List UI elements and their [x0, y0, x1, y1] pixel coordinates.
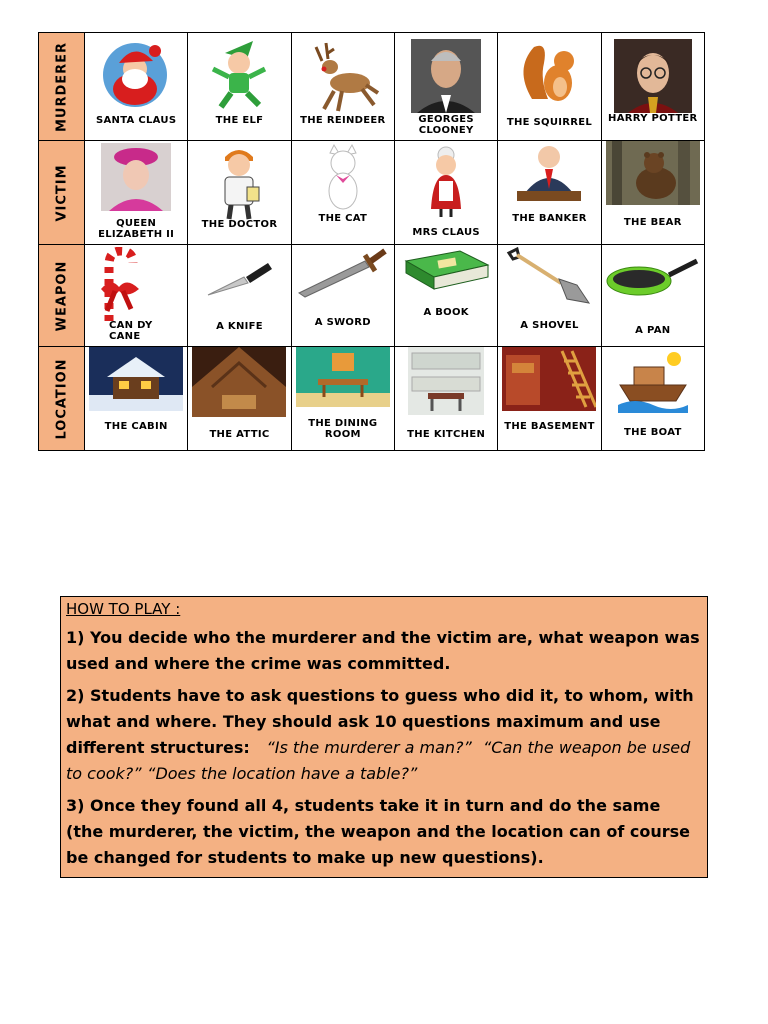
shovel-image: [503, 245, 595, 307]
card-caption: THE DINING ROOM: [308, 418, 378, 440]
card-caption: THE CABIN: [104, 421, 168, 432]
basement-image: [502, 347, 596, 411]
harry-potter-photo: [614, 39, 692, 113]
card-caption: THE BOAT: [624, 427, 682, 438]
card-caption: THE SQUIRREL: [506, 117, 593, 128]
card-the-cabin: [85, 347, 188, 450]
rule-step-2-text: 2) Students have to ask questions to guess who did it, to whom, with what and where. They should ask 10 questions maximum and use different structures:: [66, 686, 694, 757]
example-question-3: “Does the location have a table?”: [147, 764, 418, 783]
card-a-shovel: [498, 245, 601, 347]
bear-photo: [606, 141, 700, 205]
card-caption: CAN DY CANE: [109, 320, 153, 342]
card-georges-clooney: [395, 33, 498, 141]
card-caption: THE REINDEER: [300, 115, 386, 126]
card-caption: THE BANKER: [512, 213, 587, 224]
weapon-row: [39, 245, 704, 347]
book-image: [400, 247, 492, 291]
card-caption: THE BEAR: [623, 217, 682, 228]
card-a-book: [395, 245, 498, 347]
dining-room-image: [296, 347, 390, 407]
reindeer-image: [304, 39, 382, 115]
attic-photo: [192, 347, 286, 417]
card-the-reindeer: [292, 33, 395, 141]
knife-image: [204, 257, 274, 301]
card-the-doctor: [188, 141, 291, 245]
candy-cane-image: [91, 247, 151, 321]
card-the-dining-room: [292, 347, 395, 450]
example-question-2: “Can the weapon be used to cook?”: [66, 738, 691, 783]
row-label-weapon: WEAPON: [39, 245, 85, 347]
card-the-banker: [498, 141, 601, 245]
card-the-squirrel: [498, 33, 601, 141]
card-santa-claus: [85, 33, 188, 141]
card-the-kitchen: [395, 347, 498, 450]
card-caption: QUEEN ELIZABETH II: [98, 218, 175, 240]
victim-row: [39, 141, 704, 245]
frying-pan-image: [605, 257, 701, 307]
mrs-claus-image: [421, 145, 471, 217]
squirrel-image: [514, 39, 584, 107]
cabin-photo: [89, 347, 183, 411]
boat-image: [618, 349, 688, 413]
game-card-grid: [38, 32, 705, 451]
card-caption: THE ATTIC: [209, 429, 270, 440]
card-queen-elizabeth: [85, 141, 188, 245]
card-the-bear: [602, 141, 704, 245]
doctor-image: [209, 143, 269, 221]
kitchen-photo: [408, 347, 484, 415]
murderer-row: [39, 33, 704, 141]
card-a-knife: [188, 245, 291, 347]
card-mrs-claus: [395, 141, 498, 245]
card-the-elf: [188, 33, 291, 141]
card-caption: HARRY POTTER: [608, 113, 698, 124]
row-label-location: LOCATION: [39, 347, 85, 450]
card-caption: SANTA CLAUS: [95, 115, 177, 126]
row-label-victim: VICTIM: [39, 141, 85, 245]
card-the-boat: [602, 347, 704, 450]
cat-image: [318, 143, 368, 213]
card-caption: THE ELF: [215, 115, 264, 126]
card-caption: A SHOVEL: [520, 320, 579, 331]
georges-clooney-photo: [411, 39, 481, 113]
banker-image: [517, 143, 581, 207]
card-caption: THE CAT: [318, 213, 368, 224]
card-caption: GEORGES CLOONEY: [418, 114, 474, 136]
rule-step-2: [66, 683, 702, 787]
card-caption: MRS CLAUS: [412, 227, 480, 238]
location-row: [39, 347, 704, 450]
card-caption: A SWORD: [314, 317, 371, 328]
how-to-play-title: HOW TO PLAY :: [66, 600, 181, 618]
sword-image: [295, 245, 391, 299]
elf-image: [203, 39, 275, 113]
card-the-cat: [292, 141, 395, 245]
card-caption: A BOOK: [423, 307, 469, 318]
row-label-murderer: MURDERER: [39, 33, 85, 141]
card-harry-potter: [602, 33, 704, 141]
card-the-attic: [188, 347, 291, 450]
rule-step-1: 1) You decide who the murderer and the victim are, what weapon was used and where the crime was committed.: [66, 628, 700, 673]
card-candy-cane: [85, 245, 188, 347]
how-to-play-box: [60, 596, 708, 878]
example-question-1: “Is the murderer a man?”: [266, 738, 472, 757]
queen-elizabeth-photo: [101, 143, 171, 211]
card-a-sword: [292, 245, 395, 347]
card-caption: THE BASEMENT: [504, 421, 595, 432]
card-caption: A KNIFE: [216, 321, 263, 332]
card-a-pan: [602, 245, 704, 347]
rule-step-3: 3) Once they found all 4, students take it in turn and do the same (the murderer, the victim, the weapon and the location can of course be changed for students to make up new questions).: [66, 796, 690, 867]
card-the-basement: [498, 347, 601, 450]
card-caption: THE KITCHEN: [407, 429, 486, 440]
card-caption: THE DOCTOR: [201, 219, 278, 230]
santa-claus-image: [97, 39, 175, 107]
card-caption: A PAN: [635, 325, 671, 336]
